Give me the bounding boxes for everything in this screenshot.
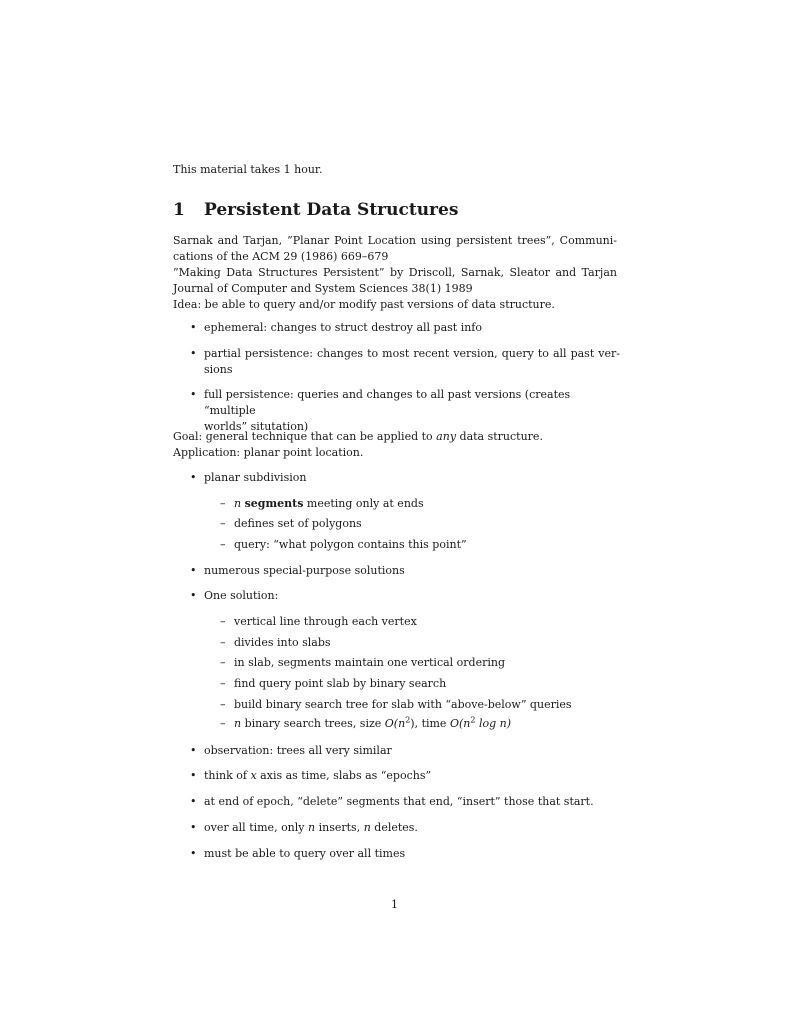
bullet-marker: •: [190, 564, 197, 577]
list-item: [190, 470, 620, 486]
dash-marker: –: [220, 517, 226, 530]
dash-marker: –: [220, 717, 226, 730]
section-title: Persistent Data Structures: [204, 200, 459, 220]
list-item-text: full persistence: queries and changes to all past versions (creates “multiple: [204, 388, 571, 417]
bullet-marker: •: [190, 744, 197, 757]
list-item-text: in slab, segments maintain one vertical ordering: [234, 656, 506, 669]
list-item-text: find query point slab by binary search: [234, 677, 447, 690]
dash-marker: –: [220, 615, 226, 628]
list-item-text: think of: [204, 769, 251, 782]
sub-list-item: [220, 614, 620, 630]
page-number: 1: [391, 898, 398, 911]
reference-line: Sarnak and Tarjan, ”Planar Point Location using persistent trees”, Communi-: [173, 234, 617, 247]
sub-list-item: [220, 676, 620, 692]
list-item-text: observation: trees all very similar: [204, 744, 392, 757]
goal-text: Goal: general technique that can be applied to: [173, 430, 437, 443]
list-item-text: [204, 768, 620, 784]
goal-line: [173, 429, 617, 445]
reference-line: Journal of Computer and System Sciences 38(1) 1989: [173, 282, 473, 295]
sub-list-item: [220, 655, 620, 671]
list-item-text: query: “what polygon contains this point”: [234, 538, 467, 551]
sub-list-item: [220, 635, 620, 651]
list-item: [190, 387, 620, 435]
math-variable: n: [363, 821, 371, 834]
list-item-text: axis as time, slabs as “epochs”: [256, 769, 432, 782]
bullet-marker: •: [190, 821, 197, 834]
goal-emphasis: any: [436, 430, 457, 443]
list-item-text: inserts,: [315, 821, 364, 834]
bullet-marker: •: [190, 321, 197, 334]
math-variable: n: [308, 821, 316, 834]
sub-list-item: [220, 716, 620, 732]
list-item-text: over all time, only: [204, 821, 309, 834]
list-item: [190, 346, 620, 378]
list-item-text: sions: [204, 363, 233, 376]
math-exponent: 2: [470, 715, 476, 725]
section-number: 1: [173, 200, 185, 220]
bullet-marker: •: [190, 388, 197, 401]
list-item-text: worlds” situtation): [204, 420, 309, 433]
list-item: [190, 320, 620, 336]
section-heading: [173, 198, 458, 222]
timing-note: This material takes 1 hour.: [173, 163, 323, 176]
bullet-marker: •: [190, 589, 197, 602]
math-variable: x: [250, 769, 257, 782]
list-item: [190, 846, 620, 862]
sub-list-item: [220, 537, 620, 553]
bullet-marker: •: [190, 769, 197, 782]
list-item-text: build binary search tree for slab with “above-below” queries: [234, 698, 572, 711]
list-item-text: deletes.: [370, 821, 418, 834]
sub-list-item: [220, 516, 620, 532]
dash-marker: –: [220, 677, 226, 690]
dash-marker: –: [220, 656, 226, 669]
list-item-text: defines set of polygons: [234, 517, 362, 530]
bullet-marker: •: [190, 347, 197, 360]
list-item-text: divides into slabs: [234, 636, 331, 649]
list-item-text: must be able to query over all times: [204, 847, 406, 860]
list-item-text: at end of epoch, “delete” segments that end, “insert” those that start.: [204, 795, 594, 808]
math-exponent: 2: [405, 715, 411, 725]
math-expression: O(n: [384, 717, 406, 730]
list-item-text: binary search trees, size: [241, 717, 385, 730]
math-expression: O(n: [449, 717, 471, 730]
list-item: [190, 743, 620, 759]
sub-list-item: [220, 697, 620, 713]
list-item-text: ), time: [410, 717, 450, 730]
idea-line: Idea: be able to query and/or modify past versions of data structure.: [173, 298, 555, 311]
bold-term: segments: [244, 497, 304, 510]
list-item-text: [204, 820, 620, 836]
references-paragraph: [173, 233, 617, 313]
list-item-text: ephemeral: changes to struct destroy all past info: [204, 321, 482, 334]
list-item-text: One solution:: [204, 589, 279, 602]
reference-line: ”Making Data Structures Persistent” by Driscoll, Sarnak, Sleator and Tarjan: [173, 266, 617, 279]
dash-marker: –: [220, 698, 226, 711]
list-item-text: partial persistence: changes to most recent version, query to all past ver-: [204, 347, 620, 360]
list-item-text: vertical line through each vertex: [234, 615, 417, 628]
list-item: [190, 794, 620, 810]
list-item-text: numerous special-purpose solutions: [204, 564, 405, 577]
list-item: [190, 768, 620, 784]
dash-marker: –: [220, 636, 226, 649]
sub-list-item: [220, 496, 620, 512]
list-item-text: planar subdivision: [204, 471, 307, 484]
reference-line: cations of the ACM 29 (1986) 669–679: [173, 250, 389, 263]
list-item-text: meeting only at ends: [303, 497, 424, 510]
list-item: [190, 563, 620, 579]
application-line: Application: planar point location.: [173, 446, 364, 459]
math-variable: n: [234, 717, 242, 730]
bullet-marker: •: [190, 795, 197, 808]
math-variable: n: [234, 497, 242, 510]
dash-marker: –: [220, 538, 226, 551]
bullet-marker: •: [190, 847, 197, 860]
goal-text: data structure.: [456, 430, 543, 443]
list-item: [190, 820, 620, 836]
list-item: [190, 588, 620, 604]
bullet-marker: •: [190, 471, 197, 484]
dash-marker: –: [220, 497, 226, 510]
math-expression: log n): [475, 717, 512, 730]
